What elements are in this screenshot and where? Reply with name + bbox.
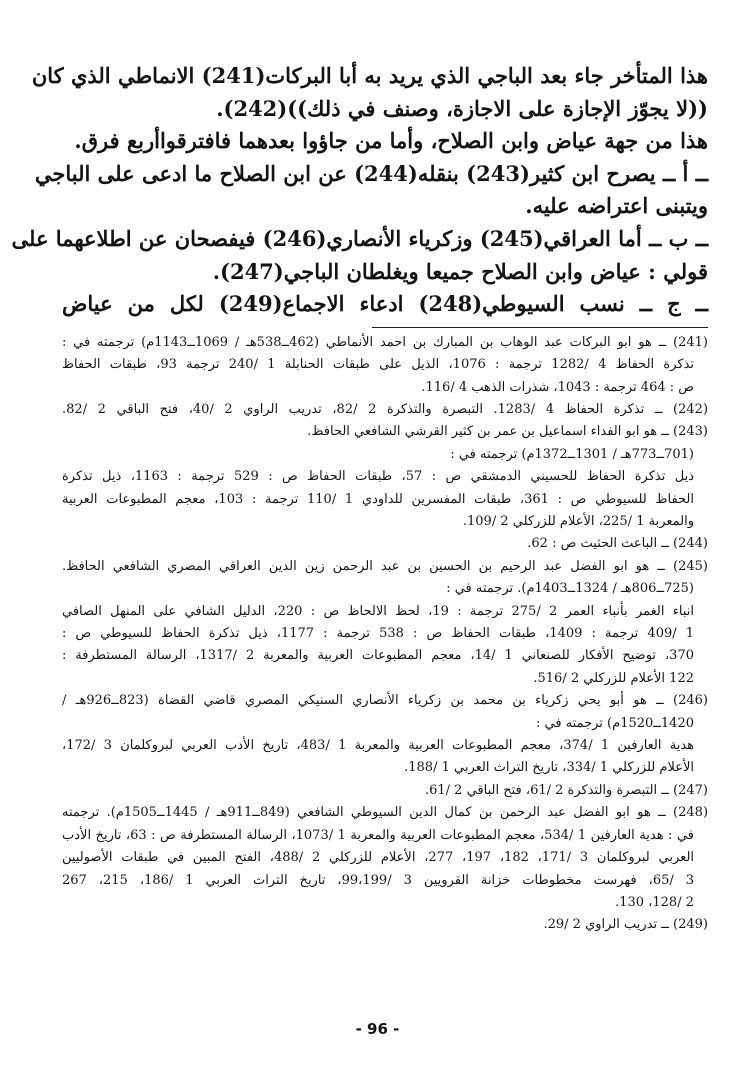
footnote-line: (243) ــ هو ابو الفداء اسماعيل بن عمر بن كثير القرشي الشافعي الحافظ. — [307, 424, 708, 440]
main-text-line: هذا من جهة عياض وابن الصلاح، وأما من جاؤوا بعدهما فافترقواأربع فرق. — [74, 128, 708, 154]
footnote-line: (246) ــ هو أبو يحي زكرياء بن محمد بن زكرياء الأنصاري السنيكي المصري قاضي القضاة (823ــ926هـ / — [62, 693, 708, 709]
main-text-line: ــ ج ــ نسب السيوطي(248) ادعاء الاجماع(249) لكل من عياض — [62, 291, 708, 317]
footnote-line: تذكرة الحفاظ 4 /1282 ترجمة : 1076، الذيل على طبقات الحنابلة 1 /240 ترجمة 93، طبقات الحفاظ — [62, 357, 695, 373]
footnote-line: الأعلام للزركلي 1 /334، تاريخ التراث العربي 1 /188. — [404, 760, 694, 776]
footnote-line: (725ــ806هـ / 1324ــ1403م). ترجمته في : — [446, 581, 694, 597]
main-text-line: ويتبنى اعتراضه عليه. — [525, 193, 708, 219]
footnote-line: 1 /409 ترجمة : 1409، طبقات الحفاظ ص : 538 ترجمة : 1177، ذيل تذكرة الحفاظ للسيوطي ص : — [62, 626, 695, 642]
footnotes — [62, 332, 708, 937]
main-text — [11, 60, 708, 321]
footnote-line: 370، توضيح الأفكار للصنعاني 1 /14، معجم المطبوعات العربية والمعربة 2 /1317، الرسالة المستطرفة : — [62, 648, 694, 664]
footnote-line: 1420ــ1520م) ترجمته في : — [536, 715, 694, 731]
footnote-line: (242) ــ تذكرة الحفاظ 4 /1283. التبصرة والتذكرة 2 /82، تدريب الراوي 2 /40، فتح الباقي 2 /82. — [62, 401, 709, 417]
footnote-line: (247) ــ التبصرة والتذكرة 2 /61، فتح الباقي 2 /61. — [424, 782, 708, 798]
footnote-line: (249) ــ تدريب الراوي 2 /29. — [543, 917, 708, 933]
footnote-line: 2 /128، 130. — [615, 894, 694, 910]
footnote-line: (244) ــ الباعث الحثيث ص : 62. — [527, 536, 708, 552]
footnote-line: (241) ــ هو ابو البركات عبد الوهاب بن المبارك بن احمد الأنماطي (462ــ538هـ / 1069ــ1143م) ترجمته في : — [62, 334, 708, 350]
footnote-line: انباء الغمر بأنباء العمر 2 /275 ترجمة : 19، لحظ الالحاظ ص : 220، الدليل الشافي على المنهل الصافي — [62, 603, 695, 619]
footnote-divider — [372, 327, 708, 328]
footnote-line: ص : 464 ترجمة : 1043، شذرات الذهب 4 /116. — [421, 379, 694, 395]
footnote-line: والمعربة 1 /225، الأعلام للزركلي 2 /109. — [462, 514, 694, 529]
page-number: - 96 - — [355, 1020, 400, 1038]
footnote-line: هدية العارفين 1 /374، معجم المطبوعات العربية والمعربة 1 /483، تاريخ الأدب العربي لبروكلمان 3 /172، — [62, 738, 695, 754]
main-text-line: ــ أ ــ يصرح ابن كثير(243) بنقله(244) عن ابن الصلاح ما ادعى على الباجي — [34, 160, 708, 186]
footnote-line: (701ــ773هـ / 1301ــ1372م) ترجمته في : — [450, 446, 694, 462]
footnote-line: 3 /65، فهرست مخطوطات خزانة القرويين 3 /99،199، تاريخ التراث العربي 1 /186، 215، 267 — [62, 872, 695, 888]
document-page — [11, 60, 709, 937]
footnote-line: (248) ــ هو ابو الفضل عبد الرحمن بن كمال الدين السيوطي الشافعي (849ــ911هـ / 1445ــ1505م). ترجمته — [62, 805, 709, 821]
footnote-line: في : هدية العارفين 1 /534، معجم المطبوعات العربية والمعربة 1 /1073، الرسالة المستطرفة ص : 63، تاريخ الأدب — [62, 827, 694, 843]
footnote-line: ذيل تذكرة الحفاظ للحسيني الدمشقي ص : 57، طبقات الحفاظ ص : 529 ترجمة : 1163، ذيل تذكرة — [62, 469, 694, 485]
footnote-line: 122 الأعلام للزركلي 2 /516. — [533, 670, 694, 686]
footnote-line: (245) ــ هو ابو الفضل عبد الرحيم بن الحسين بن عبد الرحمن زين الدين العراقي المصري الشافعي الحافظ. — [62, 558, 708, 574]
main-text-line: ((لا يجوّز الإجازة على الاجازة، وصنف في ذلك))(242). — [216, 95, 708, 121]
main-text-line: قولي : عياض وابن الصلاح جميعا ويغلطان الباجي(247). — [212, 258, 708, 284]
main-text-line: ــ ب ــ أما العراقي(245) وزكرياء الأنصاري(246) فيفصحان عن اطلاعهما على — [11, 225, 708, 251]
main-text-line: هذا المتأخر جاء بعد الباجي الذي يريد به أبا البركات(241) الانماطي الذي كان — [31, 63, 708, 88]
footnote-line: الحفاظ للسيوطي ص : 361، طبقات المفسرين للداودي 1 /110 ترجمة : 103، معجم المطبوعات العربية — [62, 491, 694, 507]
footnote-line: العربي لبروكلمان 3 /171، 182، 197، 277، الأعلام للزركلي 2 /488، الفتح المبين في طبقات الأصوليين — [62, 850, 695, 866]
